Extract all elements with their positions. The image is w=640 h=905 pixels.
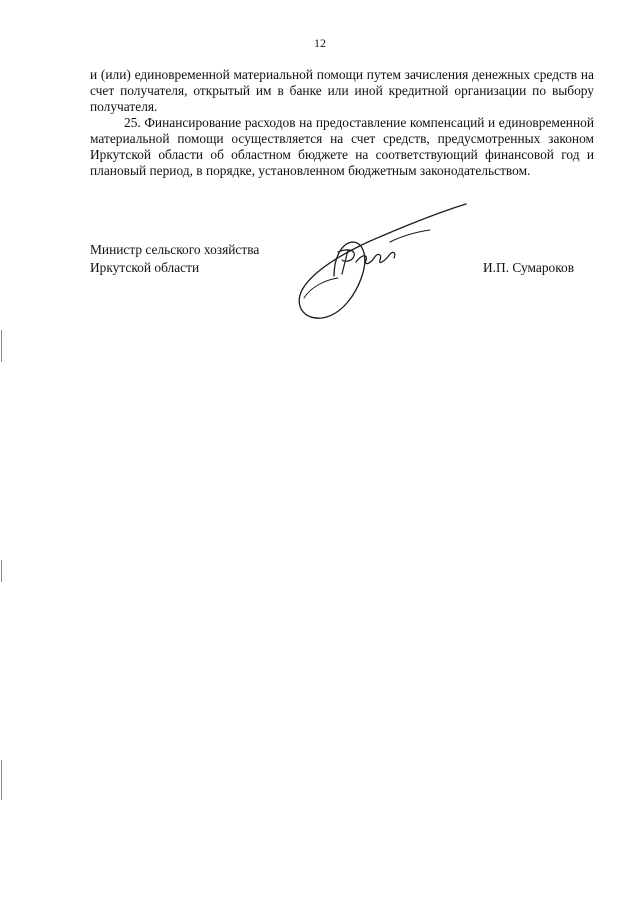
paragraph-25: 25. Финансирование расходов на предоставление компенсаций и единовременной материальной помощи осуществляется на счет средств, предусмотренных законом Иркутской области об областном бюджете на соответствующий финансовой год и плановый период, в порядке, установленном бюджетным законодательством. <box>90 115 594 178</box>
signatory-name: И.П. Сумароков <box>483 260 575 275</box>
signatory-title <box>90 241 259 277</box>
handwritten-signature <box>290 198 470 328</box>
page-number: 12 <box>314 36 326 50</box>
body-text <box>90 67 594 179</box>
signatory-title-line-1: Министр сельского хозяйства <box>90 242 260 257</box>
scan-edge-mark <box>1 330 2 362</box>
signatory-title-line-2: Иркутской области <box>90 260 200 275</box>
scan-edge-mark <box>1 560 2 582</box>
paragraph-continuation: и (или) единовременной материальной помощи путем зачисления денежных средств на счет получателя, открытый им в банке или иной кредитной организации по выбору получателя. <box>90 67 594 114</box>
scan-edge-mark <box>1 760 2 800</box>
